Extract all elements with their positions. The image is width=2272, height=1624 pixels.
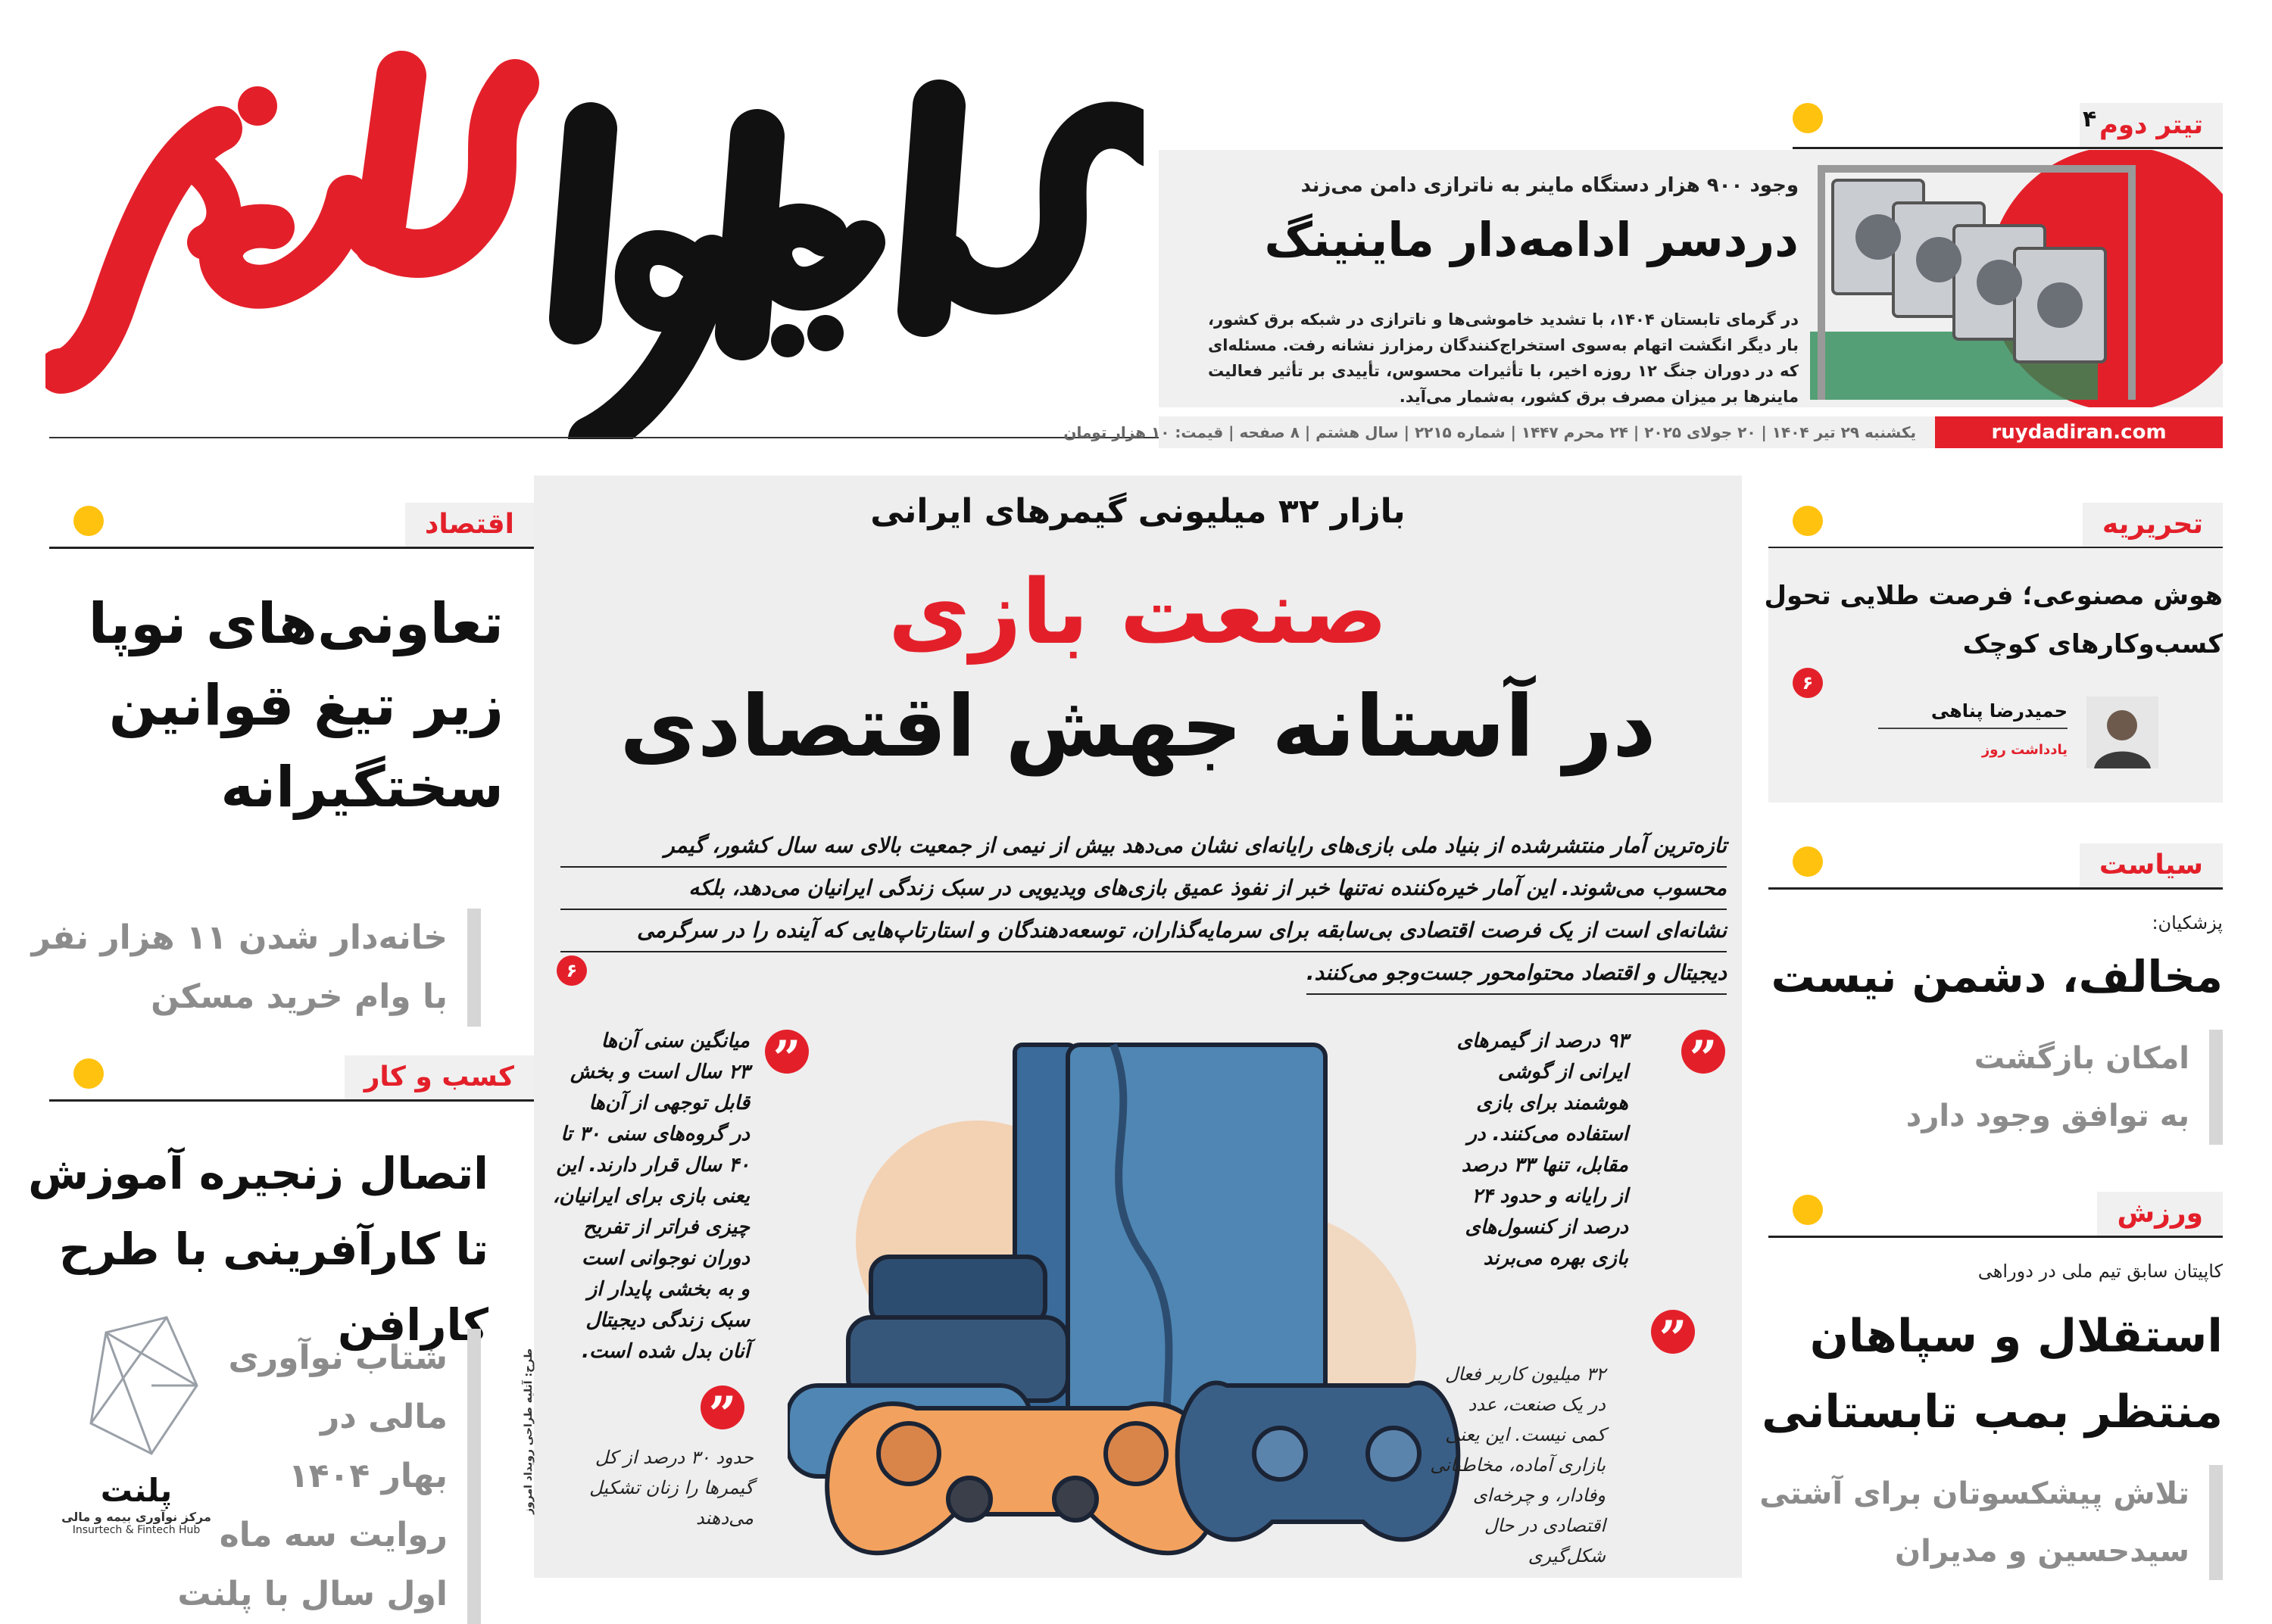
second-title-body: در گرمای تابستان ۱۴۰۴، با تشدید خاموشی‌ها و ناترازی در شبکه برق کشور، بار دیگر انگشت اتهام به‌سوی استخراج‌کنندگان رمزارز نشانه رفت. مسئله‌ای که در دوران جنگ ۱۲ روزه اخیر، با تأثیرات محسوس، تأییدی بر تأثیر فعالیت ماینرها بر میزان مصرف برق کشور، به‌شمار می‌آید. xyxy=(1208,310,1799,406)
quote-line: ایرانی از گوشی xyxy=(1497,1061,1628,1083)
quote-line: و به بخشی پایدار از xyxy=(587,1278,750,1301)
quote-line: بازی بهره می‌برند xyxy=(1483,1247,1628,1270)
quote-line: استفاده می‌کنند. در xyxy=(1467,1123,1628,1146)
masthead-rule xyxy=(49,437,1166,438)
console-illustration xyxy=(788,1030,1469,1575)
editorial-headline-line: هوش مصنوعی؛ فرصت طلایی تحول xyxy=(1764,581,2223,611)
economy-label: اقتصاد xyxy=(405,503,534,547)
sports-sub-line: تلاش پیشکسوتان برای آشتی xyxy=(1759,1476,2189,1511)
second-title-kicker: وجود ۹۰۰ هزار دستگاه ماینر به ناترازی دامن می‌زند xyxy=(1300,174,1799,197)
logo-glyphs xyxy=(45,15,1144,439)
quote-line: شکل‌گیری xyxy=(1528,1545,1606,1566)
plant-logo-caption-en: Insurtech & Fintech Hub xyxy=(72,1524,201,1536)
second-title-rule xyxy=(1793,147,2223,149)
quote-left-2 xyxy=(589,1442,754,1533)
quote-line: سبک زندگی دیجیتال xyxy=(585,1309,750,1332)
editorial-headline-line: کسب‌وکارهای کوچک xyxy=(1962,629,2223,659)
politics-sub-line: امکان بازگشت xyxy=(1974,1041,2189,1076)
economy-header xyxy=(49,503,534,549)
quote-line: هوشمند برای بازی xyxy=(1476,1092,1628,1114)
editorial-headline[interactable] xyxy=(1765,572,2223,669)
politics-label: سیاست xyxy=(2080,843,2223,887)
quote-line: یعنی بازی برای ایرانیان، xyxy=(552,1185,750,1208)
author-role: یادداشت روز xyxy=(1981,742,2068,758)
quote-line: گیمرها را زنان تشکیل xyxy=(589,1477,754,1498)
website-link[interactable]: ruydadiran.com xyxy=(1991,421,2167,444)
quote-line: ۴۰ سال قرار دارند. این xyxy=(556,1154,750,1177)
economy-headline-line: تعاونی‌های نوپا xyxy=(88,591,504,656)
business-sub-line: مالی در xyxy=(320,1398,448,1436)
sports-headline[interactable] xyxy=(1762,1298,2223,1450)
business-label: کسب و کار xyxy=(345,1055,534,1099)
mining-image xyxy=(1802,150,2223,407)
quote-line: در گروه‌های سنی ۳۰ تا xyxy=(560,1123,750,1146)
business-headline-line: اتصال زنجیره آموزش xyxy=(28,1148,488,1199)
main-headline-black[interactable]: در آستانه جهش اقتصادی xyxy=(619,678,1656,776)
design-credit: طرح: آتلیه طراحی رویداد امروز xyxy=(523,1348,535,1514)
economy-headline[interactable] xyxy=(34,583,504,828)
politics-headline[interactable]: مخالف، دشمن نیست xyxy=(1771,951,2223,1002)
main-lead-line: تازه‌ترین آمار منتشرشده از بنیاد ملی بازی‌های رایانه‌ای نشان می‌دهد بیش از نیمی از جمعیت بالای سه سال کشور، گیمر xyxy=(560,825,1727,868)
quote-line: کمی نیست. این یعنی xyxy=(1445,1424,1606,1445)
quote-line: ۳۲ میلیون کاربر فعال xyxy=(1444,1364,1606,1385)
sports-headline-line: منتظر بمب تابستانی xyxy=(1762,1386,2223,1439)
economy-sub-line: خانه‌دار شدن ۱۱ هزار نفر xyxy=(31,918,448,957)
website-badge[interactable] xyxy=(1935,416,2223,448)
plant-logo xyxy=(61,1302,212,1560)
sports-kicker: کاپیتان سابق تیم ملی در دوراهی xyxy=(1977,1261,2223,1282)
quote-icon: ” xyxy=(1651,1310,1695,1354)
business-sub xyxy=(177,1329,481,1624)
business-sub-line: شتاب نوآوری xyxy=(228,1339,448,1377)
quote-line: بازاری آماده، مخاطبانی xyxy=(1430,1454,1606,1476)
author-portrait-icon xyxy=(2086,697,2158,768)
politics-sub-line: به توافق وجود دارد xyxy=(1905,1099,2189,1133)
main-lead-line: محسوب می‌شوند. این آمار خیره‌کننده نه‌تنها خبر از نفوذ عمیق بازی‌های ویدیویی در سبک زندگی ایرانیان می‌دهد، بلکه xyxy=(560,868,1727,910)
quote-line: در یک صنعت، عدد xyxy=(1468,1394,1606,1415)
quote-right-1 xyxy=(1457,1026,1628,1274)
second-title-headline: دردسر ادامه‌دار ماینینگ xyxy=(1264,212,1799,267)
quote-line: آنان بدل شده است. xyxy=(582,1340,750,1363)
politics-header xyxy=(1768,843,2223,890)
sports-sub xyxy=(1759,1465,2223,1580)
yellow-dot xyxy=(1793,103,1823,133)
quote-line: می‌دهند xyxy=(695,1507,754,1529)
mining-rig-icon xyxy=(1802,150,2223,407)
quote-line: میانگین سنی آن‌ها xyxy=(601,1030,750,1052)
quote-line: وفادار، و چرخه‌ای xyxy=(1472,1485,1606,1506)
business-sub-line: بهار ۱۴۰۴ xyxy=(288,1457,448,1495)
quote-line: درصد از کنسول‌های xyxy=(1465,1216,1628,1239)
main-page-number: ۶ xyxy=(557,955,587,986)
quote-left-1 xyxy=(553,1026,750,1367)
author-avatar xyxy=(2086,697,2158,768)
dateline: یکشنبه ۲۹ تیر ۱۴۰۴ | ۲۰ جولای ۲۰۲۵ | ۲۴ محرم ۱۴۴۷ | شماره ۲۲۱۵ | سال هشتم | ۸ صفحه | قیمت: ۱۰ هزار تومان xyxy=(1063,423,1916,441)
economy-headline-line: زیر تیغ قوانین xyxy=(108,673,504,738)
economy-sub-line: با وام خرید مسکن xyxy=(151,977,448,1016)
quote-line: اقتصادی در حال xyxy=(1484,1515,1606,1536)
quote-icon: ” xyxy=(1681,1030,1725,1074)
sports-sub-line: سیدحسین و مدیران xyxy=(1895,1534,2189,1569)
second-title-label: تیتر دوم xyxy=(2080,103,2223,147)
editorial-label: تحریریه xyxy=(2083,503,2223,547)
quote-icon: ” xyxy=(765,1030,809,1074)
main-kicker: بازار ۳۲ میلیونی گیمرهای ایرانی xyxy=(870,492,1406,531)
quote-line: حدود ۳۰ درصد از کل xyxy=(595,1447,754,1468)
economy-headline-line: سختگیرانه xyxy=(220,755,504,820)
second-title-page: ۴ xyxy=(2083,106,2097,132)
business-headline-line: تا کارآفرینی با طرح کارافن xyxy=(58,1223,488,1351)
politics-sub xyxy=(1906,1030,2223,1145)
economy-sub xyxy=(31,909,481,1027)
business-sub-line: روایت سه ماه xyxy=(219,1516,448,1554)
sports-headline-line: استقلال و سپاهان xyxy=(1809,1310,2223,1363)
plant-logo-name: پلنت xyxy=(100,1472,173,1509)
business-sub-line: اول سال با پلنت xyxy=(177,1575,448,1613)
main-lead-line: نشانه‌ای است از یک فرصت اقتصادی بی‌سابقه برای سرمایه‌گذاران، توسعه‌دهندگان و استارتاپ‌هایی که آینده را در سرگرمی xyxy=(560,910,1727,952)
quote-line: ۲۳ سال است و بخش xyxy=(570,1061,750,1083)
editorial-header xyxy=(1768,503,2223,549)
quote-line: قابل توجهی از آن‌ها xyxy=(588,1092,750,1114)
quote-line: ۹۳ درصد از گیمرهای xyxy=(1456,1030,1628,1052)
quote-icon: ” xyxy=(701,1386,744,1429)
business-header xyxy=(49,1055,534,1102)
quote-line: از رایانه و حدود ۲۴ xyxy=(1471,1185,1628,1208)
quote-right-2 xyxy=(1430,1359,1606,1571)
quote-line: مقابل، تنها ۳۳ درصد xyxy=(1461,1154,1628,1177)
quote-line: دوران نوجوانی است xyxy=(582,1247,750,1270)
plant-logo-caption: مرکز نوآوری بیمه و مالی xyxy=(61,1510,211,1524)
plant-crystal-icon xyxy=(61,1302,212,1469)
editorial-page-number: ۶ xyxy=(1793,668,1823,698)
masthead-logo xyxy=(45,15,1144,439)
main-headline-red[interactable]: صنعت بازی xyxy=(888,560,1388,664)
politics-kicker: پزشکیان: xyxy=(2152,912,2223,934)
game-console-icon xyxy=(788,1030,1469,1575)
author-name: حمیدرضا پناهی xyxy=(1878,700,2068,729)
main-lead-line: دیجیتال و اقتصاد محتوامحور جست‌وجو می‌کنند. xyxy=(1306,952,1727,995)
main-lead xyxy=(560,825,1727,995)
sports-header xyxy=(1768,1192,2223,1238)
quote-line: چیزی فراتر از تفریح xyxy=(583,1216,750,1239)
sports-label: ورزش xyxy=(2097,1192,2223,1236)
